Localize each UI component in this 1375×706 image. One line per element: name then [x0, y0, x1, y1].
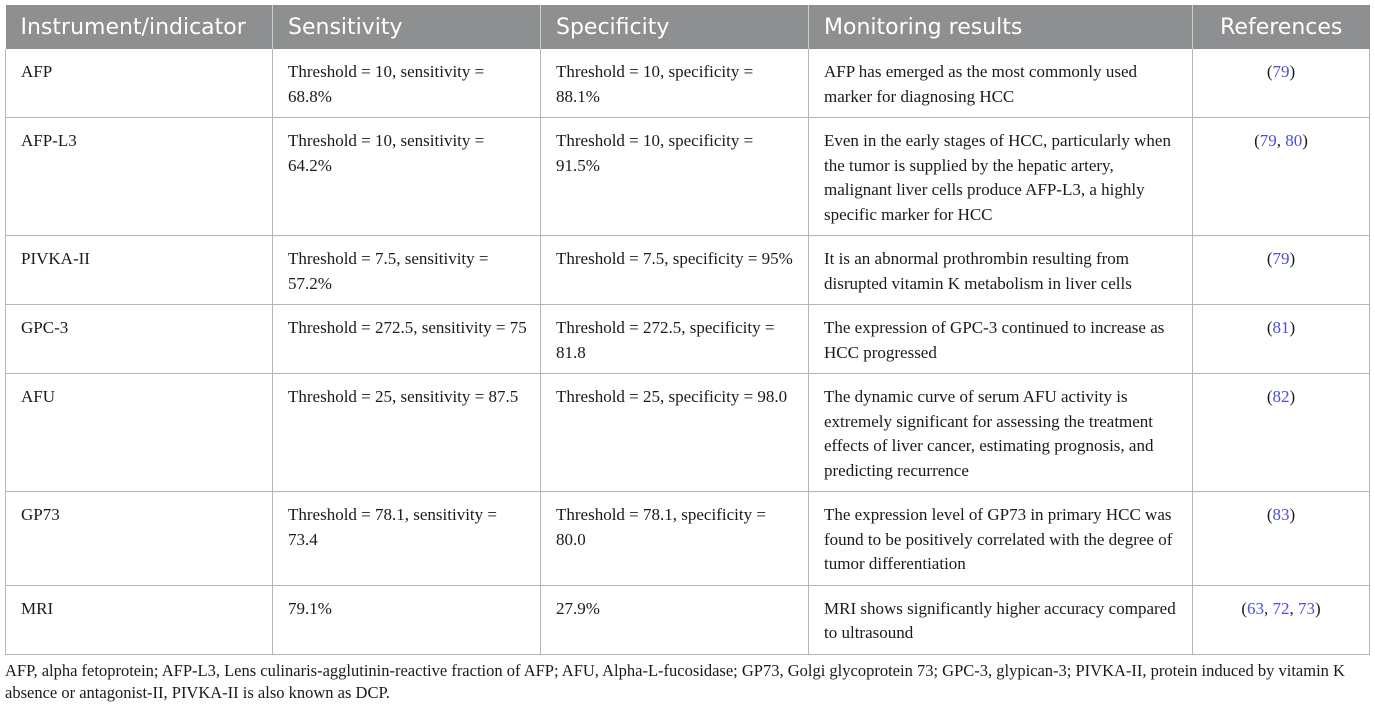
- cell-specificity: Threshold = 78.1, specificity = 80.0: [541, 492, 809, 586]
- cell-indicator: AFP-L3: [6, 118, 273, 236]
- reference-link[interactable]: 63: [1247, 598, 1264, 618]
- table-row: [6, 118, 1370, 236]
- table-header-row: [6, 5, 1370, 49]
- cell-indicator: PIVKA-II: [6, 236, 273, 305]
- cell-indicator: GPC-3: [6, 305, 273, 374]
- table-footnote: AFP, alpha fetoprotein; AFP-L3, Lens culinaris-agglutinin-reactive fraction of AFP; AFU, Alpha-L-fucosidase; GP73, Golgi glycoprotein 73; GPC-3, glypican-3; PIVKA-II, protein induced by vitamin K absence or antagonist-II, PIVKA-II is also known as DCP.: [5, 661, 1345, 702]
- cell-indicator: AFU: [6, 374, 273, 492]
- cell-indicator: AFP: [6, 49, 273, 118]
- header-references: References: [1193, 5, 1370, 49]
- cell-references: (81): [1193, 305, 1370, 374]
- cell-sensitivity: Threshold = 78.1, sensitivity = 73.4: [273, 492, 541, 586]
- cell-monitoring-results: Even in the early stages of HCC, particularly when the tumor is supplied by the hepatic artery, malignant liver cells produce AFP-L3, a highly specific marker for HCC: [809, 118, 1193, 236]
- reference-link[interactable]: 72: [1272, 598, 1290, 618]
- cell-monitoring-results: The expression level of GP73 in primary HCC was found to be positively correlated with the degree of tumor differentiation: [809, 492, 1193, 586]
- cell-sensitivity: Threshold = 272.5, sensitivity = 75: [273, 305, 541, 374]
- cell-sensitivity: Threshold = 10, sensitivity = 68.8%: [273, 49, 541, 118]
- cell-specificity: Threshold = 10, specificity = 91.5%: [541, 118, 809, 236]
- cell-references: (63, 72, 73): [1193, 585, 1370, 654]
- cell-references: (79, 80): [1193, 118, 1370, 236]
- cell-specificity: Threshold = 7.5, specificity = 95%: [541, 236, 809, 305]
- cell-sensitivity: 79.1%: [273, 585, 541, 654]
- cell-monitoring-results: The dynamic curve of serum AFU activity is extremely significant for assessing the treatment effects of liver cancer, estimating prognosis, and predicting recurrence: [809, 374, 1193, 492]
- table-row: [6, 585, 1370, 654]
- table-body: [6, 49, 1370, 654]
- cell-references: (83): [1193, 492, 1370, 586]
- header-indicator: Instrument/indicator: [6, 5, 273, 49]
- reference-link[interactable]: 73: [1298, 598, 1315, 618]
- cell-references: (79): [1193, 49, 1370, 118]
- table-row: [6, 236, 1370, 305]
- cell-sensitivity: Threshold = 10, sensitivity = 64.2%: [273, 118, 541, 236]
- table-row: [6, 49, 1370, 118]
- reference-link[interactable]: 80: [1285, 131, 1303, 150]
- table-row: [6, 492, 1370, 586]
- cell-references: (82): [1193, 374, 1370, 492]
- table-row: [6, 305, 1370, 374]
- reference-link[interactable]: 79: [1272, 62, 1290, 81]
- cell-monitoring-results: The expression of GPC-3 continued to increase as HCC progressed: [809, 305, 1193, 374]
- cell-specificity: Threshold = 272.5, specificity = 81.8: [541, 305, 809, 374]
- cell-monitoring-results: It is an abnormal prothrombin resulting from disrupted vitamin K metabolism in liver cells: [809, 236, 1193, 305]
- biomarker-table-container: [5, 5, 1369, 655]
- cell-specificity: Threshold = 10, specificity = 88.1%: [541, 49, 809, 118]
- cell-sensitivity: Threshold = 7.5, sensitivity = 57.2%: [273, 236, 541, 305]
- reference-link[interactable]: 82: [1272, 387, 1290, 406]
- cell-specificity: 27.9%: [541, 585, 809, 654]
- cell-monitoring-results: MRI shows significantly higher accuracy compared to ultrasound: [809, 585, 1193, 654]
- header-monitoring-results: Monitoring results: [809, 5, 1193, 49]
- reference-link[interactable]: 83: [1272, 505, 1290, 524]
- biomarker-table: [5, 5, 1370, 655]
- cell-indicator: MRI: [6, 585, 273, 654]
- reference-link[interactable]: 81: [1272, 318, 1290, 337]
- table-row: [6, 374, 1370, 492]
- cell-references: (79): [1193, 236, 1370, 305]
- reference-link[interactable]: 79: [1259, 131, 1277, 150]
- reference-link[interactable]: 79: [1272, 249, 1290, 268]
- cell-monitoring-results: AFP has emerged as the most commonly used marker for diagnosing HCC: [809, 49, 1193, 118]
- cell-specificity: Threshold = 25, specificity = 98.0: [541, 374, 809, 492]
- header-specificity: Specificity: [541, 5, 809, 49]
- cell-sensitivity: Threshold = 25, sensitivity = 87.5: [273, 374, 541, 492]
- header-sensitivity: Sensitivity: [273, 5, 541, 49]
- cell-indicator: GP73: [6, 492, 273, 586]
